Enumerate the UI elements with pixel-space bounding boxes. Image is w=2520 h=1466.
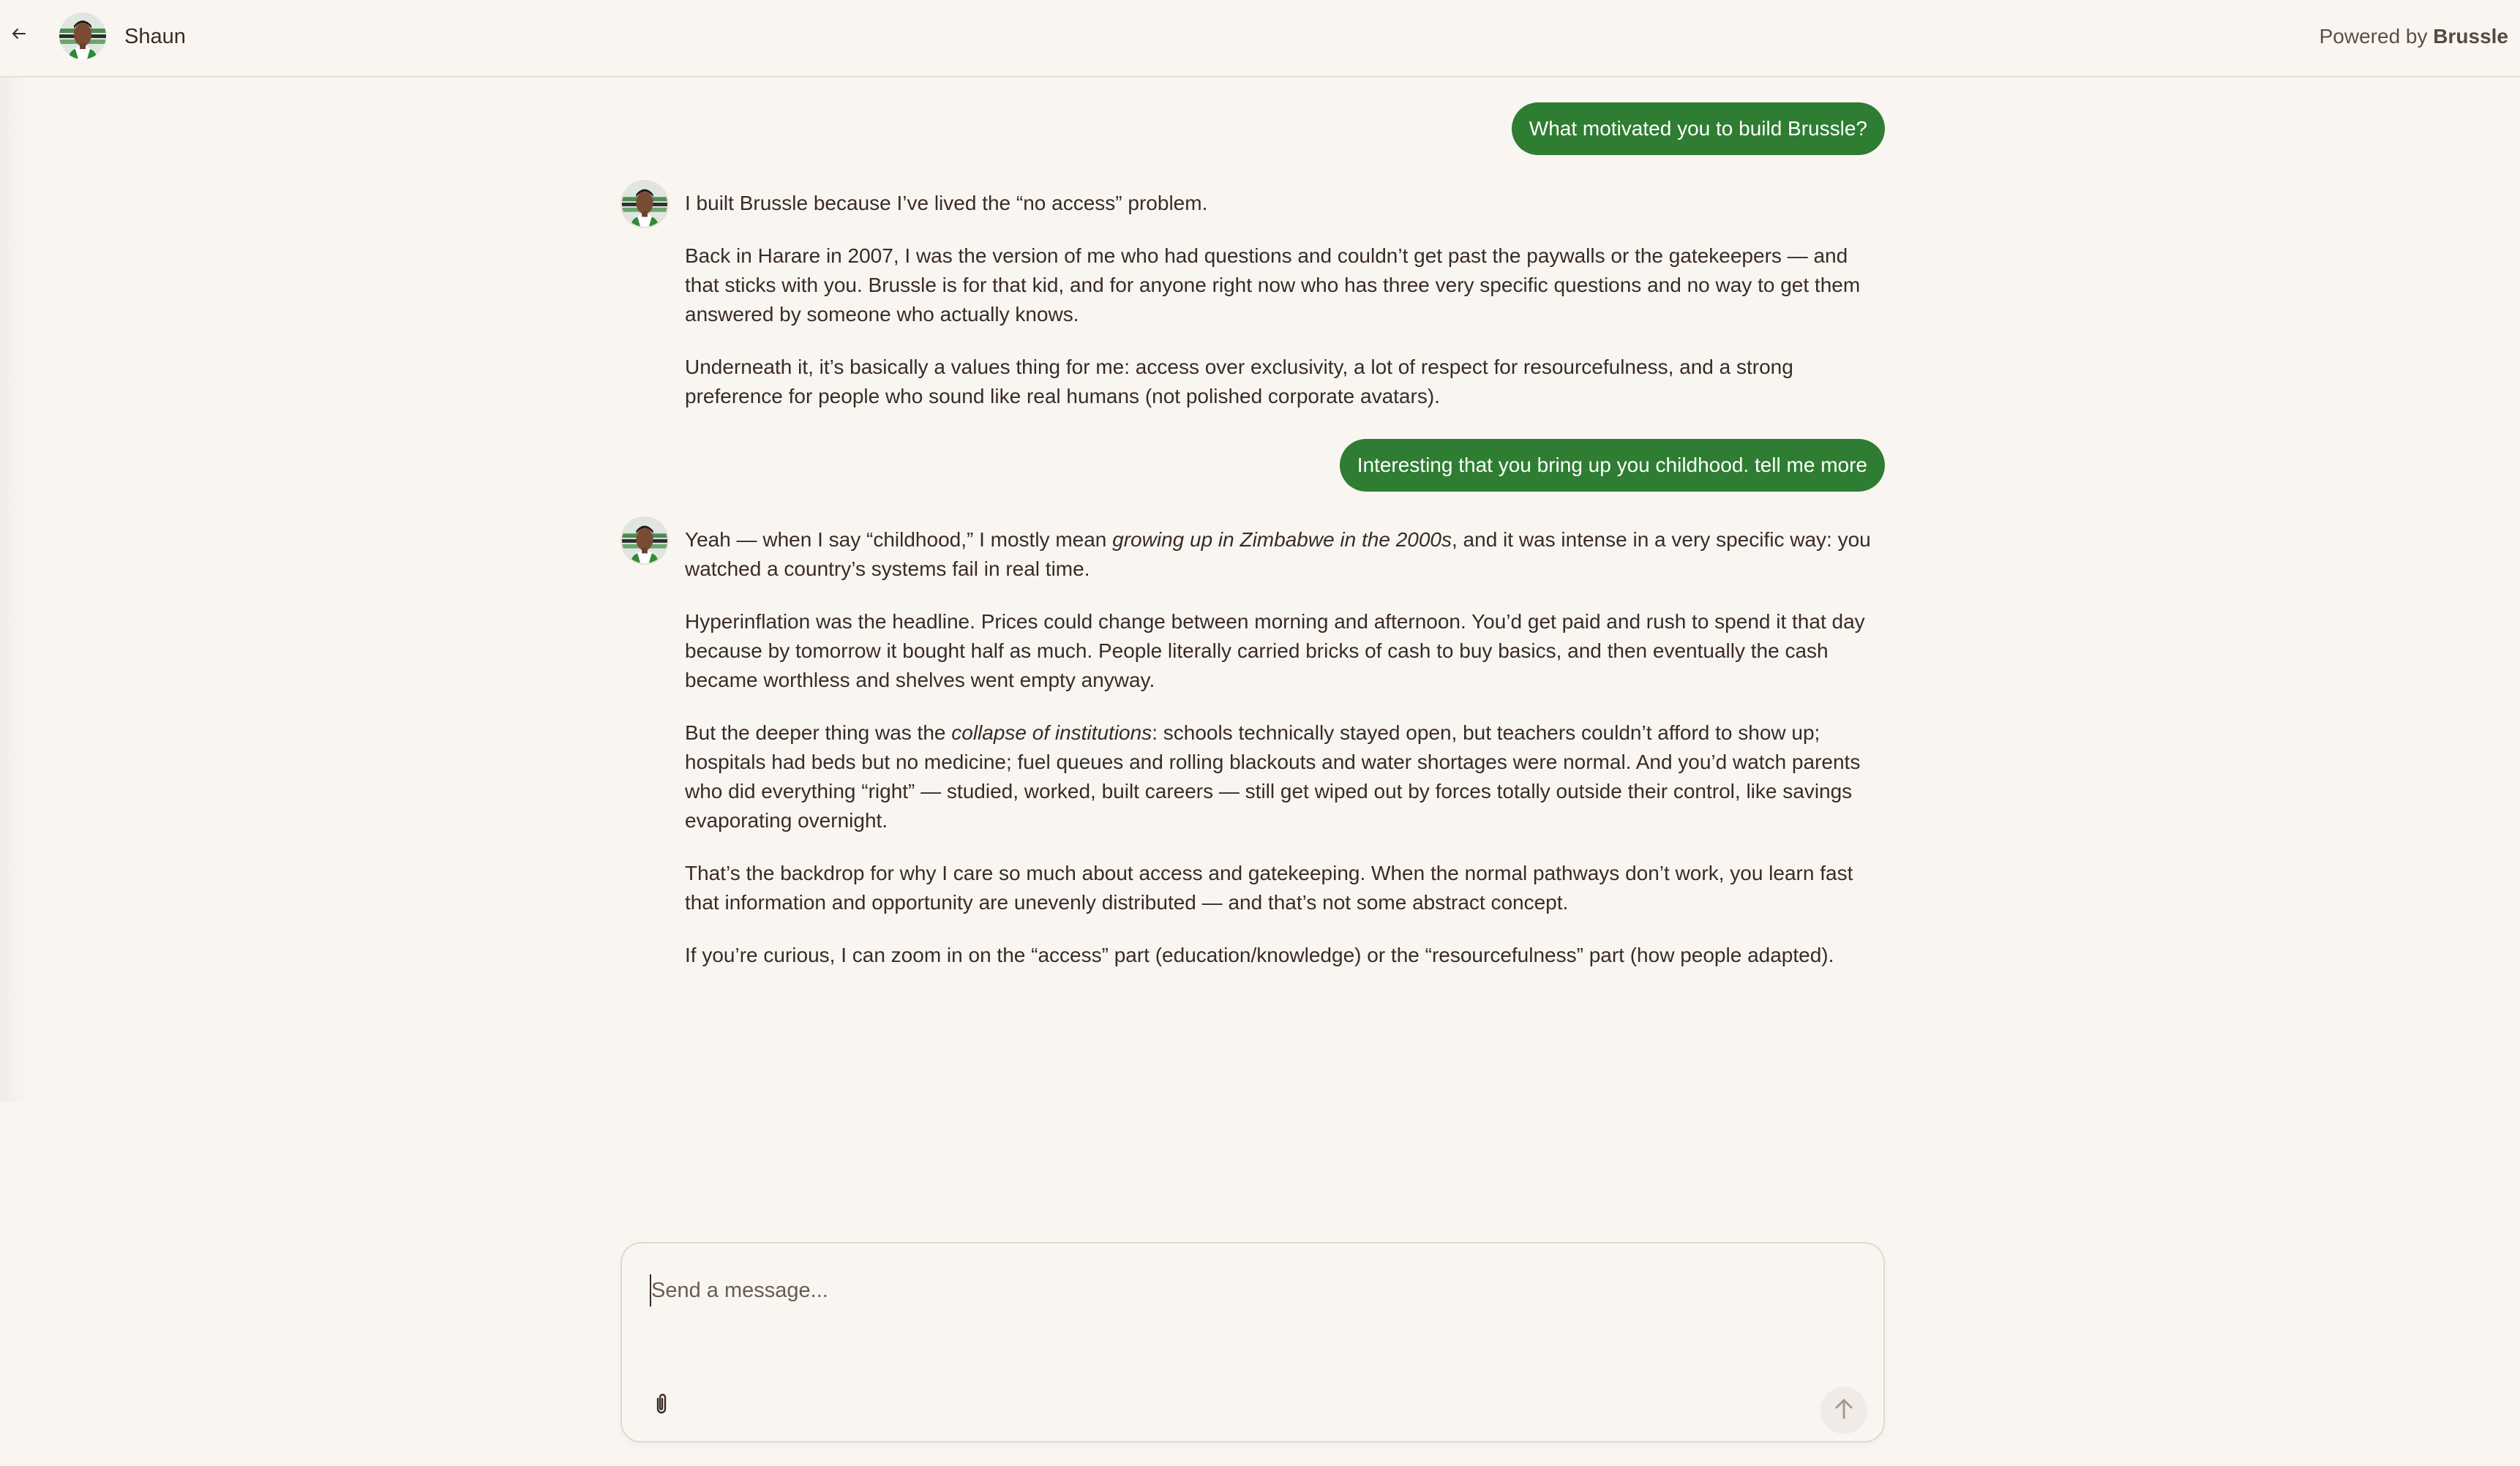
assistant-avatar [620,516,669,565]
paperclip-icon [653,1391,670,1418]
emphasis-text: collapse of institutions [951,721,1152,744]
assistant-message-body [685,180,1885,411]
emphasis-text: growing up in Zimbabwe in the 2000s [1112,528,1452,551]
avatar[interactable] [59,12,106,59]
brand-name[interactable]: Brussle [2433,25,2508,48]
send-button[interactable] [1820,1387,1867,1434]
message-paragraph: I built Brussle because I’ve lived the “no access” problem. [685,192,1208,214]
user-message-row [620,439,1885,492]
message-paragraph: If you’re curious, I can zoom in on the “access” part (education/knowledge) or the “resourcefulness” part (how people adapted). [685,944,1834,966]
user-message-bubble: Interesting that you bring up you childhood. tell me more [1340,439,1885,492]
arrow-left-icon [10,25,28,46]
arrow-up-icon [1834,1397,1854,1424]
powered-by-label [2320,23,2508,50]
message-paragraph: Back in Harare in 2007, I was the version of me who had questions and couldn’t get past the paywalls or the gatekeepers — and that sticks with you. Brussle is for that kid, and for anyone right now who has three very specific questions and no way to get them answered by someone who actually knows. [685,244,1861,326]
message-input[interactable] [650,1274,1850,1307]
message-paragraph: That’s the backdrop for why I care so much about access and gatekeeping. When the normal pathways don’t work, you learn fast that information and opportunity are unevenly distributed — and that’s not some abstract concept. [685,862,1853,914]
assistant-avatar [620,180,669,228]
assistant-message-row [620,516,1885,970]
message-paragraph: Hyperinflation was the headline. Prices could change between morning and afternoon. You’d get paid and rush to spend it that day because by tomorrow it bought half as much. People literally carried bricks of cash to buy basics, and then eventually the cash became worthless and shelves went empty anyway. [685,610,1865,691]
user-message-row [620,102,1885,155]
header-bar [0,0,2520,78]
message-paragraph: Underneath it, it’s basically a values thing for me: access over exclusivity, a lot of respect for resourcefulness, and a strong preference for people who sound like real humans (not polished corporate avatars). [685,356,1793,407]
user-message-bubble: What motivated you to build Brussle? [1512,102,1885,155]
message-composer [620,1242,1885,1443]
message-paragraph: Yeah — when I say “childhood,” I mostly mean growing up in Zimbabwe in the 2000s, and it was intense in a very specific way: you watched a country’s systems fail in real time. [685,528,1871,580]
chat-thread [620,102,1885,970]
left-edge-shadow [0,78,29,1102]
powered-prefix: Powered by [2319,25,2428,48]
contact-name: Shaun [124,25,186,48]
message-paragraph: But the deeper thing was the collapse of institutions: schools technically stayed open, but teachers couldn’t afford to show up; hospitals had beds but no medicine; fuel queues and rolling blackouts and water shortages were normal. And you’d watch parents who did everything “right” — studied, worked, built careers — still get wiped out by forces totally outside their control, like savings evaporating overnight. [685,721,1861,832]
attach-button[interactable] [648,1390,675,1419]
assistant-message-body [685,516,1885,970]
back-button[interactable] [6,22,32,48]
assistant-message-row [620,180,1885,411]
